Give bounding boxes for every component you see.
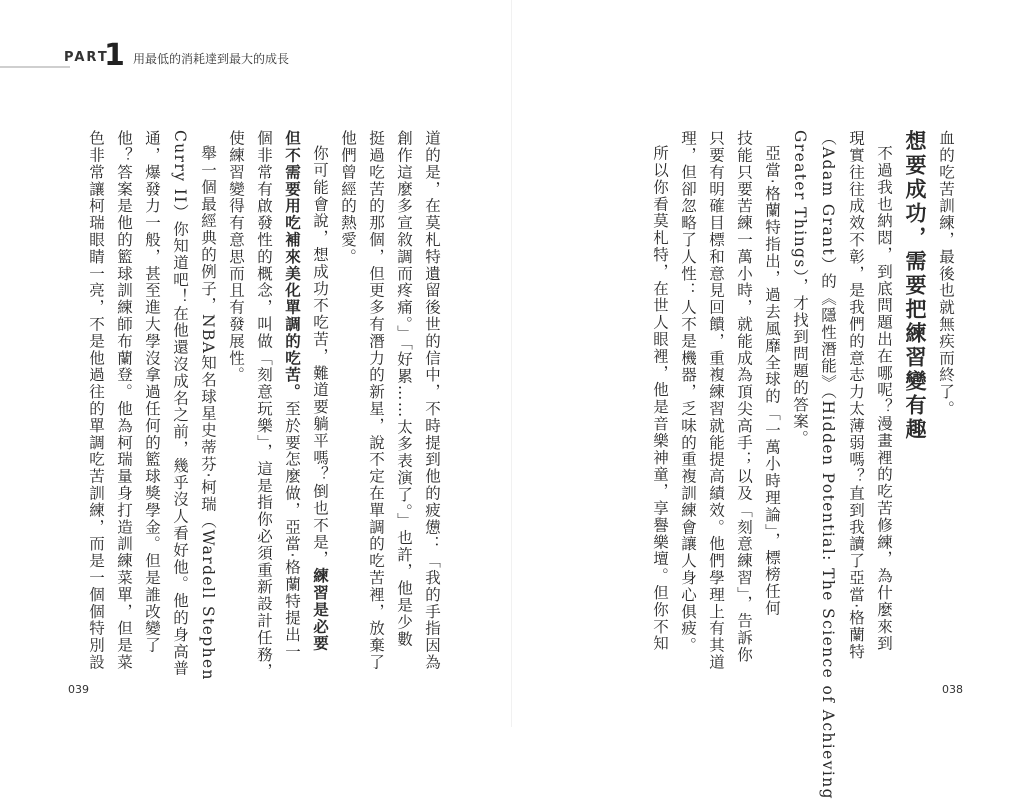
emphasized-text: 但不需要用吃補來美化單調的吃苦。 (283, 130, 301, 401)
right-column (842, 130, 870, 661)
right-column (870, 130, 898, 652)
column-text: 他？答案是他的籃球訓練師布蘭登。他為柯瑞量身打造訓練菜單，但是菜 (115, 130, 133, 671)
column-text: 他們曾經的熱愛。 (339, 130, 357, 266)
part-number: 1 (104, 38, 125, 73)
chapter-title: 用最低的消耗達到最大的成長 (133, 52, 290, 66)
right-column (674, 130, 702, 654)
folio-left: 039 (68, 683, 89, 696)
left-column (278, 130, 306, 661)
column-text: 理，但卻忽略了人性：人不是機器，乏味的重複訓練會讓人身心俱疲。 (679, 130, 697, 654)
column-text: （Adam Grant）的《隱性潛能》（Hidden Potential: The Science of Achieving (819, 130, 837, 800)
column-text: Greater Things），才找到問題的答案。 (791, 130, 809, 447)
column-text: 色非常讓柯瑞眼睛一亮，不是他過往的單調吃苦訓練，而是一個個特別設 (87, 130, 105, 671)
left-column (334, 130, 362, 640)
left-column (250, 130, 278, 680)
emphasized-text: 練習是必要 (311, 567, 329, 652)
column-text: 技能只要苦練一萬小時，就能成為頂尖高手；以及「刻意練習」，告訴你 (735, 130, 753, 664)
column-text: 道的是，在莫札特遺留後世的信中，不時提到他的疲憊：「我的手指因為 (423, 130, 441, 671)
part-label: PART (64, 50, 109, 65)
header-rule (0, 66, 70, 68)
column-text: 只要有明確目標和意見回饋，重複練習就能提高績效。他們學理上有其道 (707, 130, 725, 671)
left-column (390, 130, 418, 648)
column-text: 通，爆發力一般，甚至進大學沒拿過任何的籃球獎學金。但是誰改變了 (143, 130, 161, 654)
column-text: 使練習變得有意思而且有發展性。 (227, 130, 245, 384)
left-column (222, 130, 250, 640)
left-column (166, 130, 194, 677)
left-column (82, 130, 110, 671)
column-text: 你可能會說，想成功不吃苦，難道要躺平嗎？倒也不是， (311, 145, 329, 568)
right-column (786, 130, 814, 640)
left-column (362, 130, 390, 671)
page-gutter (511, 0, 512, 727)
left-column (306, 130, 334, 652)
column-text: 個非常有啟發性的概念，叫做「刻意玩樂」，這是指你必須重新設計任務， (255, 130, 273, 680)
right-column (814, 130, 842, 800)
left-column (418, 130, 446, 671)
left-column (194, 130, 222, 681)
column-text: Curry II）你知道吧！在他還沒成名之前，幾乎沒人看好他。他的身高普 (171, 130, 189, 677)
column-text: 挺過吃苦的那個，但更多有潛力的新星，說不定在單調的吃苦裡，放棄了 (367, 130, 385, 671)
column-text: 舉一個最經典的例子，NBA知名球星史蒂芬‧柯瑞（Wardell Stephen (199, 145, 217, 681)
left-column (110, 130, 138, 671)
column-text: 創作這麼多宣敘調而疼痛。」「好累……太多表演了。」也許，他是少數 (395, 130, 413, 648)
section-heading: 想要成功，需要把練習變有趣 (903, 130, 927, 442)
right-column (702, 130, 730, 671)
column-text: 亞當‧格蘭特指出，過去風靡全球的「一萬小時理論」，標榜任何 (763, 145, 781, 617)
column-text: 現實往往成效不彰，是我們的意志力太薄弱嗎？直到我讀了亞當‧格蘭特 (847, 130, 865, 661)
column-text: 所以你看莫札特，在世人眼裡，他是音樂神童，享譽樂壇。但你不知 (651, 145, 669, 652)
right-column (730, 130, 758, 664)
left-column (138, 130, 166, 654)
left-page-body (87, 130, 446, 681)
right-column (758, 130, 786, 640)
folio-right: 038 (942, 683, 963, 696)
column-text: 不過我也納悶，到底問題出在哪呢？漫畫裡的吃苦修練，為什麼來到 (875, 145, 893, 652)
right-page-lead-column: 血的吃苦訓練，最後也就無疾而終了。 (937, 130, 955, 418)
column-tail-text: 至於要怎麼做，亞當‧格蘭特提出一 (283, 400, 301, 661)
right-column (646, 130, 674, 652)
